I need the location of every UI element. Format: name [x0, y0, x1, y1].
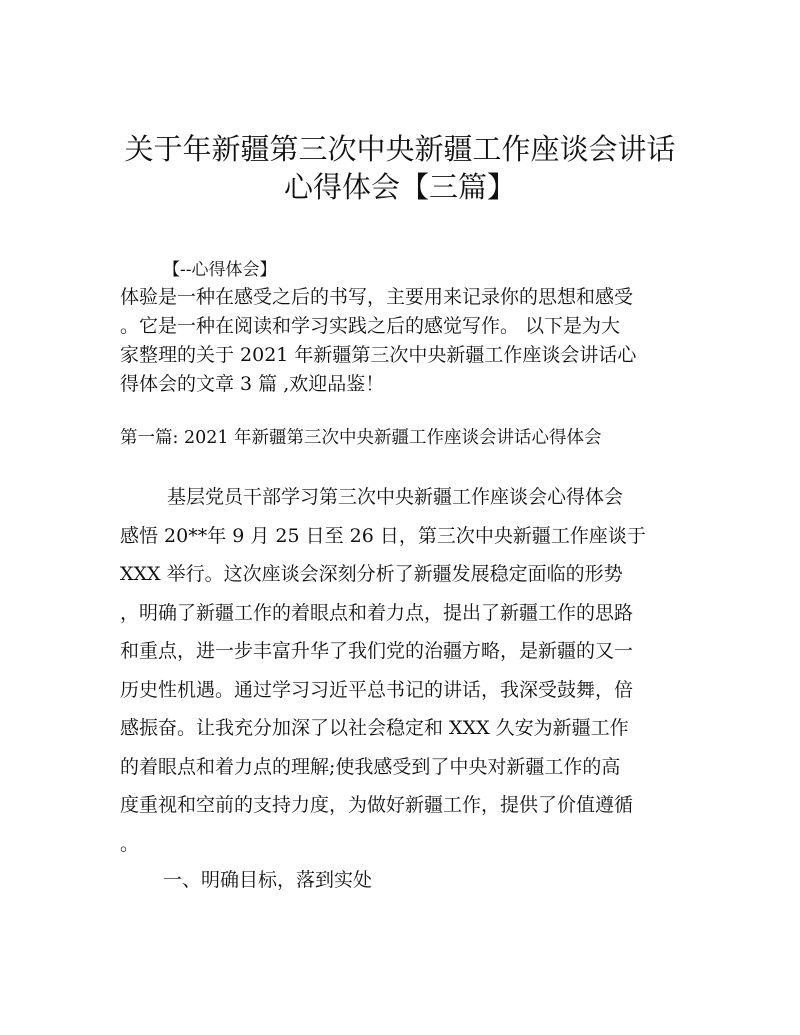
intro-line: 体验是一种在感受之后的书写，主要用来记录你的思想和感受 — [120, 286, 634, 308]
body-line: 。 — [120, 832, 140, 855]
body-line: 感振奋。让我充分加深了以社会稳定和 XXX 久安为新疆工作 — [120, 717, 629, 739]
chapter-heading: 第一篇: 2021 年新疆第三次中央新疆工作座谈会讲话心得体会 — [120, 428, 602, 448]
body-line: ，明确了新疆工作的着眼点和着力点，提出了新疆工作的思路 — [120, 601, 634, 624]
intro-line: 家整理的关于 2021 年新疆第三次中央新疆工作座谈会讲话心 — [120, 344, 637, 366]
body-line: 度重视和空前的支持力度，为做好新疆工作，提供了价值遵循 — [120, 794, 634, 816]
intro-line: 得体会的文章 3 篇 ,欢迎品鉴！ — [120, 373, 385, 395]
intro-paragraph — [120, 283, 690, 399]
body-paragraph — [120, 478, 700, 863]
document-title — [100, 130, 700, 206]
body-line: 感悟 20**年 9 月 25 日至 26 日，第三次中央新疆工作座谈于 — [120, 524, 646, 547]
body-line: 历史性机遇。通过学习习近平总书记的讲话，我深受鼓舞，倍 — [120, 678, 634, 701]
section-heading: 一、明确目标，落到实处 — [163, 869, 373, 891]
body-line: 的着眼点和着力点的理解;使我感受到了中央对新疆工作的高 — [120, 755, 621, 778]
title-line: 关于年新疆第三次中央新疆工作座谈会讲话 — [124, 132, 676, 166]
body-line: 和重点，进一步丰富升华了我们党的治疆方略，是新疆的又一 — [120, 640, 634, 662]
title-line: 心得体会【三篇】 — [283, 170, 516, 204]
body-line: 基层党员干部学习第三次中央新疆工作座谈会心得体会 — [167, 486, 624, 508]
category-label: 【--心得体会】 — [163, 260, 277, 280]
body-line: XXX 举行。这次座谈会深刻分析了新疆发展稳定面临的形势 — [120, 563, 623, 585]
intro-line: 。它是一种在阅读和学习实践之后的感觉写作。 以下是为大 — [120, 315, 621, 337]
